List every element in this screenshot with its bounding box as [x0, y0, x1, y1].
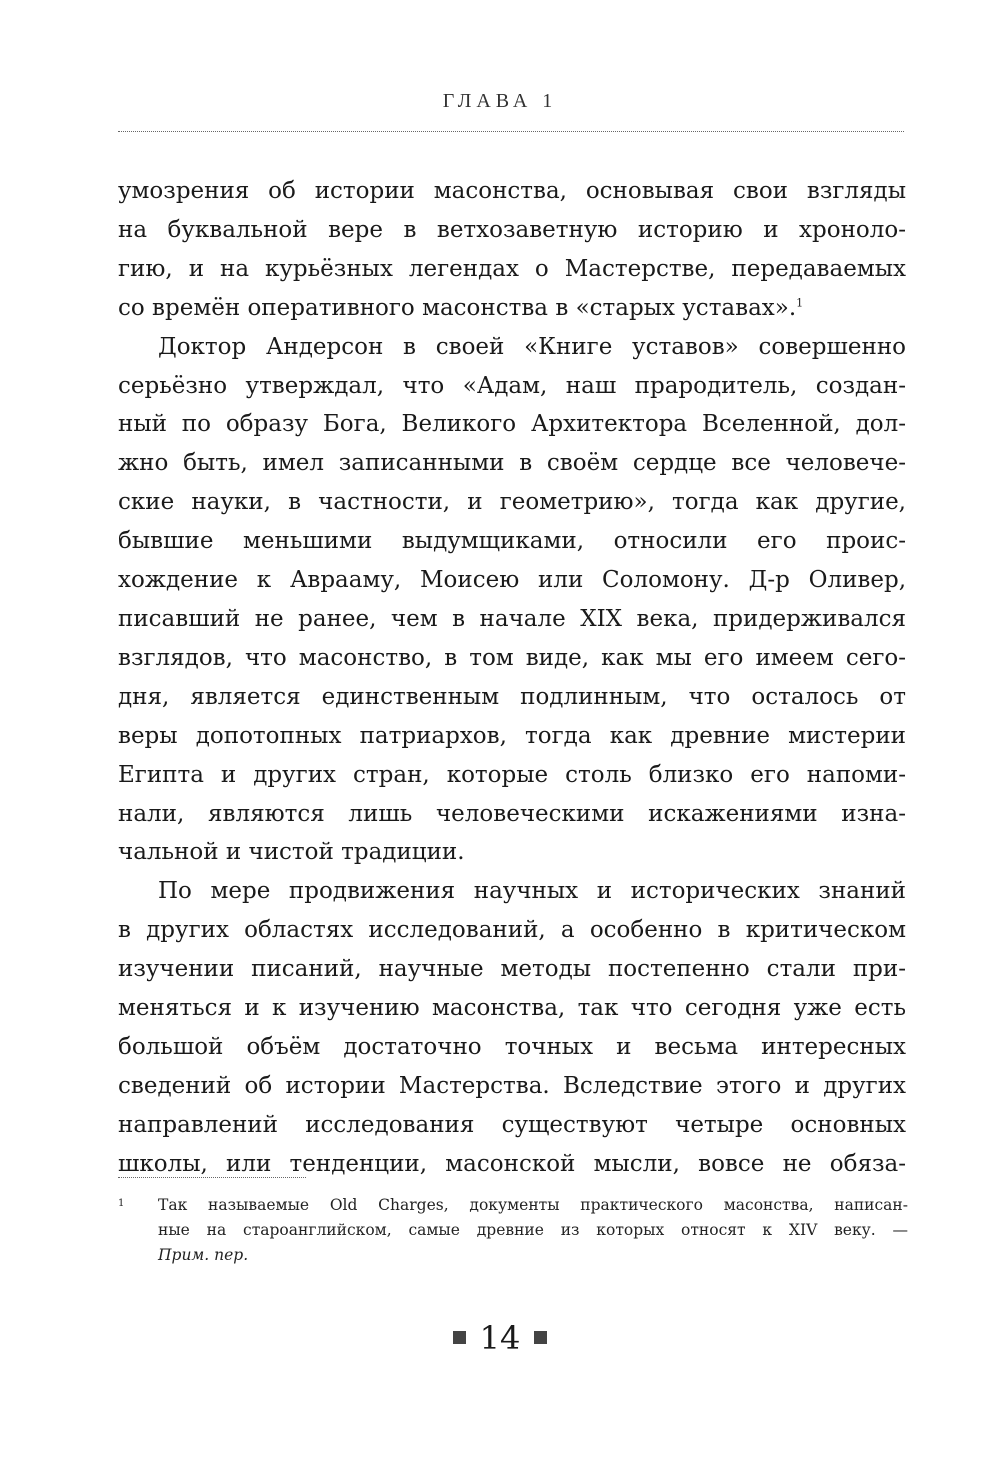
text-line: серьёзно утверждал, что «Адам, наш прародитель, создан-: [118, 372, 906, 399]
footnote: [118, 1193, 908, 1268]
paragraph-1: [118, 172, 906, 328]
text-line: дня, является единственным подлинным, что осталось от: [118, 683, 906, 710]
footnote-marker: 1: [118, 1198, 125, 1209]
square-ornament-icon: [534, 1331, 547, 1344]
text-line: чальной и чистой традиции.: [118, 839, 465, 866]
footnote-body: [158, 1193, 908, 1268]
text-line: взглядов, что масонство, в том виде, как мы его имеем сего-: [118, 644, 906, 671]
main-text: [118, 172, 906, 1184]
text-line: изучении писаний, научные методы постепенно стали при-: [118, 956, 906, 983]
running-head: ГЛАВА 1: [442, 90, 558, 112]
text-line: нали, являются лишь человеческими искажениями изна-: [118, 800, 906, 827]
text-line: школы, или тенденции, масонской мысли, вовсе не обяза-: [118, 1150, 906, 1177]
page-footer: [0, 1318, 1000, 1358]
header-divider: [118, 131, 904, 132]
text-line: [118, 289, 906, 328]
paragraph-2: [118, 328, 906, 873]
text-line: меняться и к изучению масонства, так что сегодня уже есть: [118, 995, 906, 1022]
text-line: направлений исследования существуют четыре основных: [118, 1111, 906, 1138]
footnote-reference[interactable]: 1: [796, 296, 804, 310]
text-line: в других областях исследований, а особенно в критическом: [118, 917, 906, 944]
square-ornament-icon: [453, 1331, 466, 1344]
text-line: гию, и на курьёзных легендах о Мастерстве, передаваемых: [118, 255, 906, 282]
footnote-divider: [118, 1177, 306, 1178]
text-line: на буквальной вере в ветхозаветную историю и хроноло-: [118, 216, 906, 243]
footnote-line: Так называемые Old Charges, документы практического масонства, написан-: [158, 1196, 908, 1214]
page-number: 14: [479, 1319, 521, 1357]
text-line: Доктор Андерсон в своей «Книге уставов» совершенно: [158, 333, 906, 360]
text-line: большой объём достаточно точных и весьма интересных: [118, 1033, 906, 1060]
text-line: бывшие меньшими выдумщиками, относили его проис-: [118, 528, 906, 555]
translator-note-label: Прим. пер.: [158, 1246, 249, 1264]
text-line: веры допотопных патриархов, тогда как древние мистерии: [118, 722, 906, 749]
text-line: писавший не ранее, чем в начале XIX века, придерживался: [118, 605, 906, 632]
text-line: ские науки, в частности, и геометрию», тогда как другие,: [118, 489, 906, 516]
text-line: сведений об истории Мастерства. Вследствие этого и других: [118, 1072, 906, 1099]
paragraph-3: [118, 872, 906, 1183]
text-line-content: со времён оперативного масонства в «старых уставах».: [118, 294, 797, 321]
text-line: ный по образу Бога, Великого Архитектора Вселенной, дол-: [118, 411, 906, 438]
footnote-line: ные на староанглийском, самые древние из которых относят к XIV веку. —: [158, 1221, 908, 1239]
text-line: хождение к Аврааму, Моисею или Соломону. Д-р Оливер,: [118, 567, 906, 594]
text-line: умозрения об истории масонства, основывая свои взгляды: [118, 178, 906, 204]
text-line: По мере продвижения научных и исторических знаний: [158, 878, 906, 905]
text-line: жно быть, имел записанными в своём сердце все человече-: [118, 450, 906, 477]
text-line: Египта и других стран, которые столь близко его напоми-: [118, 761, 906, 788]
